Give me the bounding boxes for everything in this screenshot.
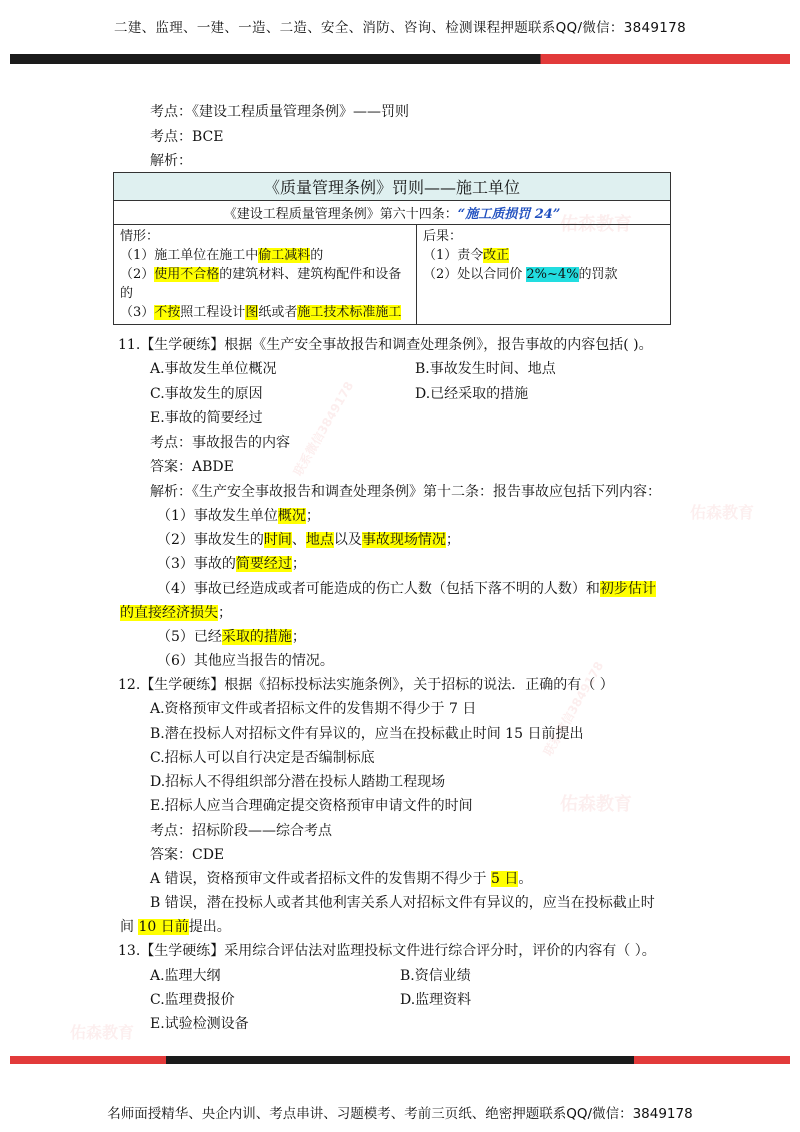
text: （1）责令 [423,248,484,263]
circumstance-1 [120,246,410,265]
penalty-table [113,172,671,325]
q12-option-e: E.招标人应当合理确定提交资格预审申请文件的时间 [150,798,473,814]
text: 的罚款 [578,267,618,282]
text: （3） [120,305,155,320]
text: ； [305,508,320,524]
circumstance-2-cont: 的 [120,286,134,301]
q10-answer: 考点：BCE [150,129,224,145]
q11-stem: 11.【生学硬练】根据《生产安全事故报告和调查处理条例》，报告事故的内容包括( )。 [118,337,653,353]
text: （1）施工单位在施工中 [120,248,259,263]
consequence-1 [423,246,664,265]
q13-option-b: B.资信业绩 [400,968,471,984]
text: （2）事故发生的 [157,532,264,548]
q11-item-1 [157,507,320,525]
highlight: 5 日 [491,871,519,887]
highlight: 初步估计 [599,581,656,597]
q11-option-d: D.已经采取的措施 [415,386,529,402]
text: （4）事故已经造成或者可能造成的伤亡人数（包括下落不明的人数）和 [157,581,600,597]
q11-item-4-cont [120,604,232,622]
q12-option-a: A.资格预审文件或者招标文件的发售期不得少于 7 日 [150,701,477,717]
text: A 错误，资格预审文件或者招标文件的发售期不得少于 [150,871,492,887]
watermark-contact: 联系微信3849178 [290,379,357,479]
circumstances-heading: 情形： [120,229,160,244]
q11-option-e: E.事故的简要经过 [150,410,263,426]
page-footer: 名师面授精华、央企内训、考点串讲、习题模考、考前三页纸、绝密押题联系QQ/微信：3849178 [107,1106,693,1122]
q12-option-b: B.潜在投标人对招标文件有异议的，应当在投标截止时间 15 日前提出 [150,726,584,742]
highlight: 使用不合格 [154,267,220,282]
table-title: 《质量管理条例》罚则——施工单位 [114,173,671,201]
text: ； [218,605,232,621]
q13-option-a: A.监理大纲 [150,968,221,984]
text: （2） [120,267,155,282]
footer-rule [10,1056,790,1064]
highlight: 采取的措施 [221,629,292,645]
q13-option-c: C.监理费报价 [150,992,235,1008]
consequences-heading: 后果： [423,229,463,244]
q12-kaodian: 考点：招标阶段——综合考点 [150,823,332,839]
q12-explain-b: B 错误，潜在投标人或者其他利害关系人对招标文件有异议的，应当在投标截止时 [150,895,655,911]
q11-answer: 答案：ABDE [150,459,234,475]
watermark-logo: 佑森教育 [690,503,755,522]
subtitle-mnemonic: “施工质损罚 24” [457,207,561,222]
circumstance-2 [120,265,410,284]
highlight: 地点 [305,532,334,548]
text: 提出。 [188,919,231,935]
q11-item-3 [157,555,306,573]
text: ； [291,556,306,572]
text: 的 [310,248,324,263]
text: 照工程设计 [180,305,246,320]
highlight: 时间 [263,532,292,548]
q11-item-5 [157,628,306,646]
q12-stem: 12.【生学硬练】根据《招标投标法实施条例》，关于招标的说法．正确的有（ ） [118,677,614,693]
page-header: 二建、监理、一建、一造、二造、安全、消防、咨询、检测课程押题联系QQ/微信：3849178 [114,20,686,36]
watermark-logo: 佑森教育 [70,1023,135,1042]
text: 以及 [333,532,362,548]
highlight: 改正 [483,248,510,263]
text: ； [291,629,306,645]
text: 、 [291,532,306,548]
highlight: 不按 [154,305,181,320]
text: （5）已经 [157,629,222,645]
q12-answer: 答案：CDE [150,847,225,863]
consequence-2 [423,265,664,284]
watermark-logo: 佑森教育 [560,214,632,235]
text: ； [445,532,460,548]
text: 纸或者 [258,305,298,320]
subtitle-text: 《建设工程质量管理条例》第六十四条： [223,207,458,222]
watermark-logo: 佑森教育 [560,794,632,815]
q12-option-c: C.招标人可以自行决定是否编制标底 [150,750,375,766]
highlight: 2%~4% [526,267,579,282]
q12-option-d: D.招标人不得组织部分潜在投标人踏勘工程现场 [150,774,446,790]
consequences-cell [417,225,671,325]
text: 的建筑材料、建筑构配件和设备 [219,267,402,282]
q11-option-a: A.事故发生单位概况 [150,361,277,377]
q11-item-6: （6）其他应当报告的情况。 [157,653,334,669]
highlight: 概况 [277,508,306,524]
q11-option-c: C.事故发生的原因 [150,386,263,402]
q10-kaodian: 考点：《建设工程质量管理条例》——罚则 [150,104,409,120]
circumstances-cell [114,225,417,325]
q10-jiexi-label: 解析： [150,153,192,169]
text: 。 [518,871,533,887]
text: （3）事故的 [157,556,236,572]
highlight: 简要经过 [235,556,292,572]
highlight: 事故现场情况 [361,532,446,548]
q13-stem: 13.【生学硬练】采用综合评估法对监理投标文件进行综合评分时，评价的内容有（ ）。 [118,943,656,959]
q11-jiexi: 解析：《生产安全事故报告和调查处理条例》第十二条：报告事故应包括下列内容： [150,484,661,500]
text: （1）事故发生单位 [157,508,278,524]
highlight: 施工技术标准施工 [297,305,402,320]
q11-item-4 [157,580,656,598]
circumstance-3 [120,303,410,322]
q12-explain-a [150,870,532,888]
text: 间 [120,919,139,935]
header-rule [10,54,790,64]
q11-item-2 [157,531,460,549]
highlight: 10 日前 [138,919,189,935]
q11-kaodian: 考点：事故报告的内容 [150,435,290,451]
highlight: 图 [245,305,259,320]
highlight: 偷工减料 [258,248,311,263]
text: （2）处以合同价 [423,267,527,282]
q13-option-e: E.试验检测设备 [150,1016,249,1032]
q12-explain-b-cont [120,918,231,936]
table-subtitle [114,201,671,225]
watermark-contact: 联系微信3849178 [540,659,607,759]
highlight: 的直接经济损失 [120,605,218,621]
q13-option-d: D.监理资料 [400,992,472,1008]
q11-option-b: B.事故发生时间、地点 [415,361,556,377]
